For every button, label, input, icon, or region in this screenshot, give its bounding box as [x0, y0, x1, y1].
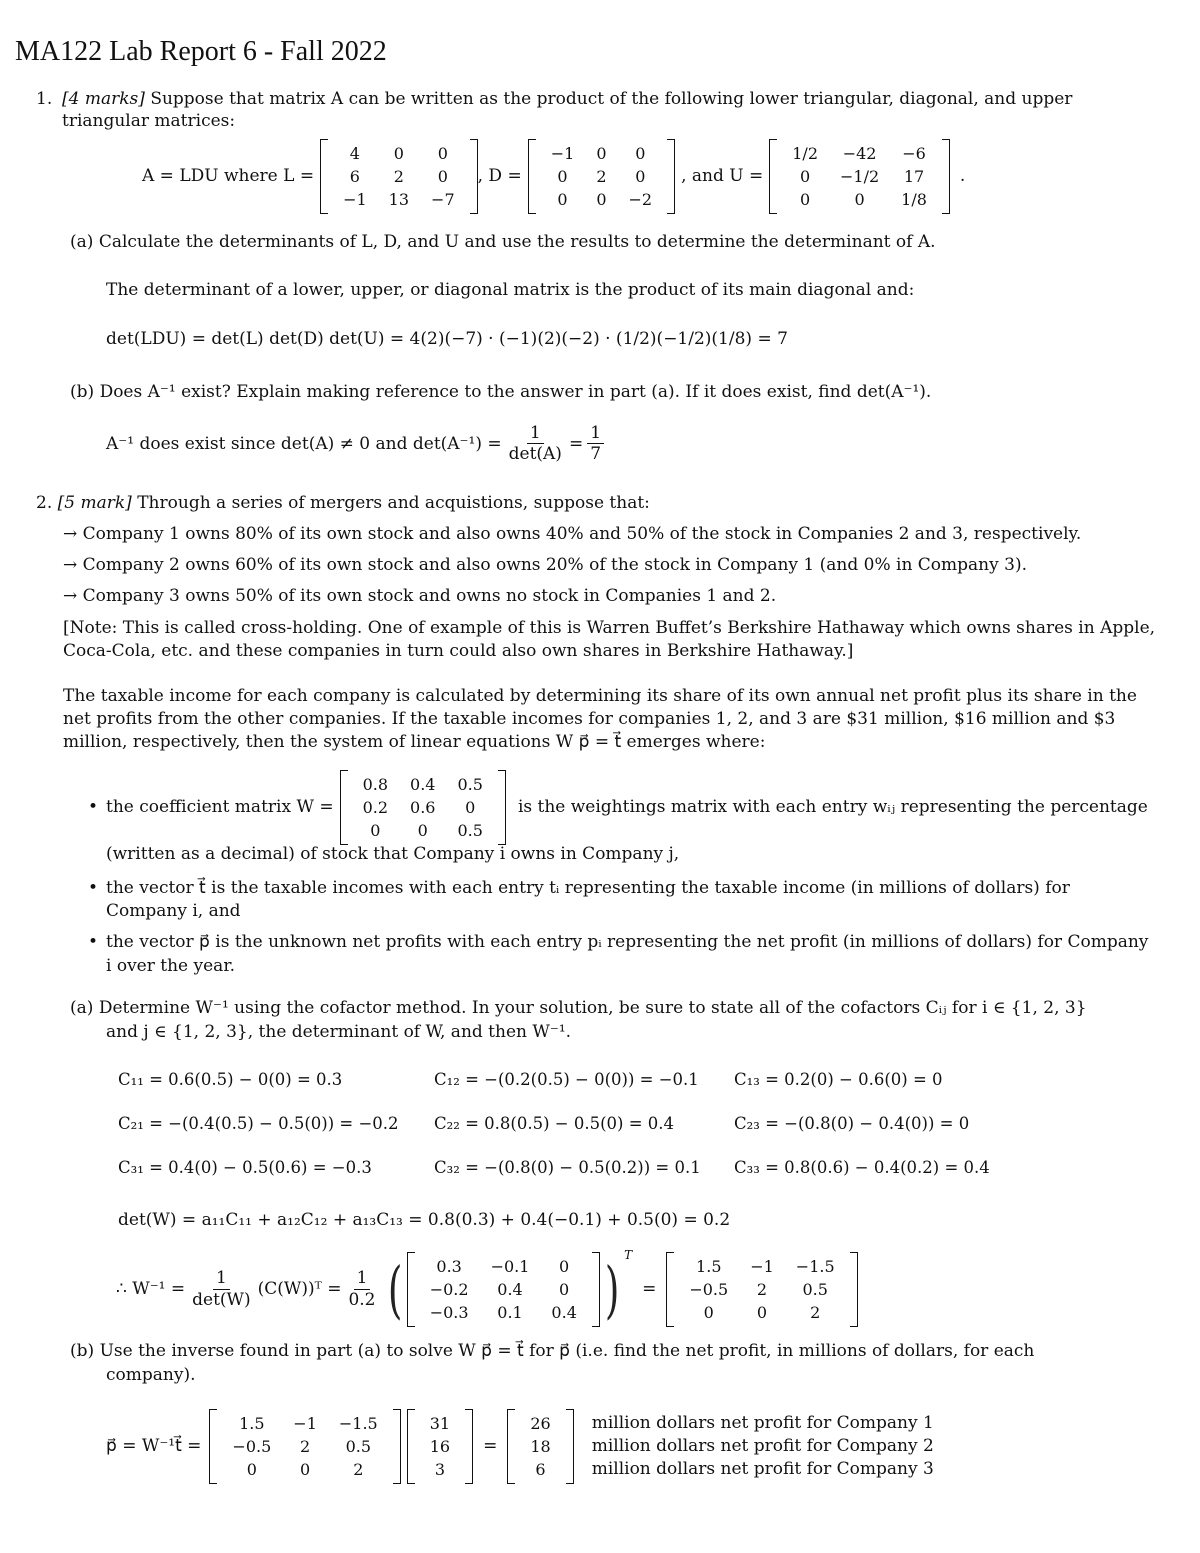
q1-prompt-line2: triangular matrices: — [62, 111, 236, 132]
sol-lead: p⃗ = W⁻¹t⃗ = — [106, 1436, 202, 1457]
det-W: det(W) = a₁₁C₁₁ + a₁₂C₁₂ + a₁₃C₁₃ = 0.8(0.3) + 0.4(−0.1) + 0.5(0) = 0.2 — [118, 1210, 731, 1230]
cofactor-matrix: 0.3 −0.1 0 −0.2 0.4 0 −0.3 0.1 0.4 — [407, 1252, 600, 1327]
cofactor-c23: C₂₃ = −(0.8(0) − 0.4(0)) = 0 — [734, 1114, 970, 1133]
q1a-answer-2: det(LDU) = det(L) det(D) det(U) = 4(2)(−7) · (−1)(2)(−2) · (1/2)(−1/2)(1/8) = 7 — [106, 329, 788, 349]
q2-note-line1: [Note: This is called cross-holding. One of example of this is Warren Buffet’s Berkshire Hathaway which owns shares in Apple, — [63, 618, 1156, 638]
q1-number: 1. — [36, 89, 53, 109]
q2-marks: [5 mark] — [57, 493, 132, 513]
cofactor-c33: C₃₃ = 0.8(0.6) − 0.4(0.2) = 0.4 — [734, 1158, 990, 1177]
cofactor-c22: C₂₂ = 0.8(0.5) − 0.5(0) = 0.4 — [434, 1114, 675, 1133]
q2-bullet-3: • the vector p⃗ is the unknown net profits with each entry pᵢ representing the net profit (in millions of dollars) for Company — [88, 932, 1149, 952]
q2a-label: (a) — [70, 998, 94, 1018]
cofactor-c13: C₁₃ = 0.2(0) − 0.6(0) = 0 — [734, 1070, 943, 1089]
solution-equation — [106, 1409, 934, 1484]
q2-para-line2: net profits from the other companies. If the taxable incomes for companies 1, 2, and 3 are $31 million, $16 million and $3 — [63, 709, 1116, 729]
q2a-question — [70, 997, 1087, 1019]
q1-prompt-line1: Suppose that matrix A can be written as the product of the following lower triangular, diagonal, and upper — [150, 89, 1073, 109]
matrix-L: 4 0 0 6 2 0 −1 13 −7 — [320, 139, 478, 214]
inv-fraction-1: $\frac{1}{\det(W)}$ — [192, 1268, 251, 1310]
inv-fraction-2: $\frac{1}{0.2}$ — [348, 1268, 376, 1310]
solution-W-inverse: 1.5 −1 −1.5 −0.5 2 0.5 0 0 2 — [209, 1409, 400, 1484]
q1-D-label: , D = — [477, 166, 522, 187]
q1-eq-lead: A = LDU where L = — [142, 166, 315, 187]
profit-note-2: million dollars net profit for Company 2 — [591, 1436, 934, 1456]
q2-number: 2. — [36, 493, 53, 513]
q1b-answer — [106, 423, 608, 466]
q2-para-line1: The taxable income for each company is calculated by determining its share of its own annual net profit plus its share in the — [63, 686, 1137, 706]
matrix-U: 1/2 −42 −6 0 −1/2 17 0 0 1/8 — [769, 139, 950, 214]
left-paren: ( — [387, 1252, 402, 1326]
q2-intro: Through a series of mergers and acquistions, suppose that: — [137, 493, 650, 513]
q1b-answer-lead: A⁻¹ does exist since det(A) ≠ 0 and det(A⁻¹) = — [106, 434, 502, 455]
q2a-text-line1: Determine W⁻¹ using the cofactor method. In your solution, be sure to state all of the cofactors Cᵢⱼ for i ∈ {1, 2, 3} — [98, 998, 1087, 1018]
q2-bullet1-line2: (written as a decimal) of stock that Company i owns in Company j, — [106, 844, 680, 864]
cofactor-c21: C₂₁ = −(0.4(0.5) − 0.5(0)) = −0.2 — [118, 1114, 399, 1133]
q2-fact-3: → Company 3 owns 50% of its own stock and owns no stock in Companies 1 and 2. — [63, 586, 777, 606]
cofactor-c12: C₁₂ = −(0.2(0.5) − 0(0)) = −0.1 — [434, 1070, 699, 1089]
cofactor-c31: C₃₁ = 0.4(0) − 0.5(0.6) = −0.3 — [118, 1158, 372, 1177]
q1-prompt — [62, 88, 1132, 133]
q2-note-line2: Coca-Cola, etc. and these companies in turn could also own shares in Berkshire Hathaway.] — [63, 641, 854, 661]
q2-header — [36, 492, 650, 514]
q2-bullet1-lead: the coefficient matrix W = — [106, 797, 334, 818]
cofactor-c32: C₃₂ = −(0.8(0) − 0.5(0.2)) = 0.1 — [434, 1158, 701, 1177]
q2-bullet1-tail: is the weightings matrix with each entry wᵢⱼ representing the percentage — [517, 797, 1148, 818]
q2-fact-1: → Company 1 owns 80% of its own stock and also owns 40% and 50% of the stock in Companies 2 and 3, respectively. — [63, 524, 1082, 544]
W-inverse-equation — [116, 1248, 858, 1327]
q1-U-end: . — [959, 166, 966, 187]
vector-p: 26 18 6 — [507, 1409, 573, 1484]
q1b-fraction-2: $\frac{1}{7}$ — [587, 423, 604, 466]
inv-equals: = — [642, 1279, 657, 1300]
q1-U-label: , and U = — [681, 166, 764, 187]
q1b-text: Does A⁻¹ exist? Explain making reference to the answer in part (a). If it does exist, find det(A⁻¹). — [99, 382, 932, 402]
q1b-question — [70, 381, 931, 403]
bullet-dot: • — [88, 797, 99, 818]
q2-bullet-1 — [88, 770, 1148, 845]
page-title: MA122 Lab Report 6 - Fall 2022 — [15, 36, 387, 67]
cofactor-c11: C₁₁ = 0.6(0.5) − 0(0) = 0.3 — [118, 1070, 343, 1089]
q1a-label: (a) — [70, 232, 94, 252]
q2-bullet-2: • the vector t⃗ is the taxable incomes with each entry tᵢ representing the taxable income (in millions of dollars) for — [88, 878, 1070, 898]
matrix-W: 0.8 0.4 0.5 0.2 0.6 0 0 0 0.5 — [340, 770, 506, 845]
inv-lead: ∴ W⁻¹ = — [116, 1279, 186, 1300]
q1b-fraction-1: $\frac{1}{\det(A)}$ — [508, 423, 562, 465]
matrix-W-inverse: 1.5 −1 −1.5 −0.5 2 0.5 0 0 2 — [666, 1252, 857, 1327]
q1a-question — [70, 231, 936, 253]
q2b-question — [70, 1340, 1034, 1362]
matrix-D: −1 0 0 0 2 0 0 0 −2 — [528, 139, 675, 214]
q2-para-line3: million, respectively, then the system of linear equations W p⃗ = t⃗ emerges where: — [63, 732, 766, 752]
transpose-mark: T — [624, 1248, 633, 1262]
q1-marks: [4 marks] — [62, 89, 145, 109]
profit-note-3: million dollars net profit for Company 3 — [591, 1459, 934, 1479]
right-paren: ) — [604, 1252, 620, 1326]
q1b-label: (b) — [70, 382, 95, 402]
q1a-answer-1: The determinant of a lower, upper, or diagonal matrix is the product of its main diagonal and: — [106, 280, 915, 300]
q2-bullet2-line2: Company i, and — [106, 901, 241, 921]
q2b-label: (b) — [70, 1341, 95, 1361]
profit-note-1: million dollars net profit for Company 1 — [591, 1413, 934, 1433]
sol-equals: = — [483, 1436, 498, 1457]
q2-bullet3-line2: i over the year. — [106, 956, 235, 976]
q1-matrix-equation — [142, 139, 965, 214]
vector-t: 31 16 3 — [407, 1409, 473, 1484]
inv-mid: (C(W))ᵀ = — [257, 1279, 342, 1300]
q2a-text-line2: and j ∈ {1, 2, 3}, the determinant of W, and then W⁻¹. — [106, 1022, 572, 1042]
profit-notes — [592, 1412, 934, 1481]
q2b-text-line1: Use the inverse found in part (a) to solve W p⃗ = t⃗ for p⃗ (i.e. find the net profit, in millions of dollars, for each — [99, 1341, 1035, 1361]
q2b-text-line2: company). — [106, 1365, 196, 1385]
q1b-equals: = — [568, 434, 584, 455]
q2-fact-2: → Company 2 owns 60% of its own stock and also owns 20% of the stock in Company 1 (and 0% in Company 3). — [63, 555, 1027, 575]
q1a-text: Calculate the determinants of L, D, and U and use the results to determine the determinant of A. — [98, 232, 936, 252]
